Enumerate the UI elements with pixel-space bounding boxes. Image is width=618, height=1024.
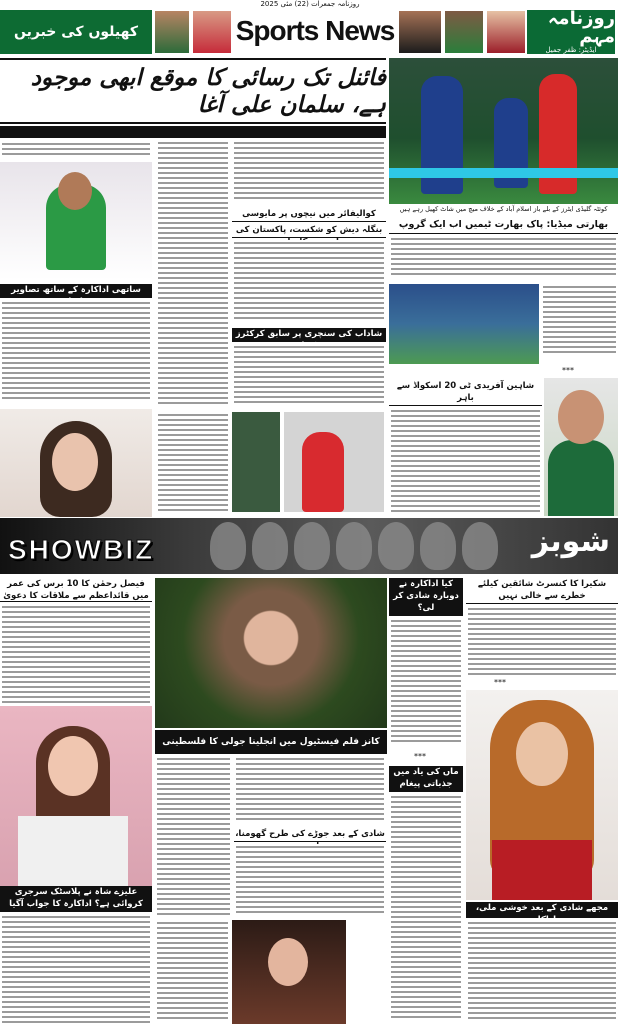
- header-photo-4: [444, 10, 484, 54]
- showbiz-title-urdu: شوبز: [531, 524, 610, 559]
- story-headline: فیصل رحمٰن کا 10 برس کی عمر میں قائداعظم سے ملاقات کا دعویٰ: [0, 578, 152, 602]
- story-headline: شادی کے بعد جوڑے کی طرح گھومنا،: [234, 828, 386, 842]
- story-column-left-mid: [0, 300, 152, 406]
- story-headline: علیزے شاہ نے پلاسٹک سرجری کروائی ہے؟ اداکارہ کا جواب آگیا: [0, 886, 152, 912]
- story-headline: مجھے شادی کے بعد خوشی ملی،: [466, 902, 618, 918]
- header-photo-3: [398, 10, 442, 54]
- shakira-photo: [466, 690, 618, 900]
- story-end-stars: ***: [494, 678, 506, 687]
- story-column-right-low: [389, 408, 542, 516]
- story-column-showbiz-c2: [234, 756, 386, 826]
- story-headline: کیا اداکارہ نے دوبارہ شادی کر لی؟: [389, 578, 463, 616]
- showbiz-title-english: SHOWBIZ: [8, 534, 155, 565]
- subheadline-bar: [0, 126, 386, 138]
- story-column-left-top: [0, 140, 152, 160]
- header-photo-2: [192, 10, 232, 54]
- story-column-center-left-bottom: [156, 412, 230, 516]
- story-column-right-top: [389, 236, 618, 282]
- logo-title: روزنامہ مہم: [547, 8, 615, 47]
- story-headline: شاہین آفریدی ٹی 20 اسکواڈ سے باہر: [389, 380, 542, 406]
- alizeh-shah-photo: [0, 706, 152, 886]
- story-headline: کوالیفائر میں نیچوں پر مایوسی: [232, 208, 386, 222]
- dateline: روزنامہ جمعرات (22) مئی 2025: [260, 0, 360, 8]
- story-headline: شکیرا کا کنسرٹ شائقین کیلئے خطرے سے خالی نہیں: [466, 578, 618, 604]
- cricket-photo: [389, 58, 618, 204]
- story-column-showbiz-c1: [155, 756, 232, 916]
- story-headline: ماں کی یاد میں جذباتی پیغام: [389, 766, 463, 792]
- story-column-showbiz-fr2: [466, 920, 618, 1024]
- actress-photo-1: [0, 409, 152, 517]
- story-column-right-side: [541, 284, 618, 364]
- story-column-center-low: [232, 344, 386, 410]
- story-headline: کانز فلم فیسٹیول میں انجلینا جولی کا فلسطینی: [155, 730, 387, 754]
- story-column-showbiz-c4: [155, 920, 230, 1024]
- story-column-showbiz-left-low: [0, 914, 152, 1024]
- header-photo-1: [154, 10, 190, 54]
- actress-photo-bottom: [232, 920, 346, 1024]
- story-headline: بھارتی میڈیا: پاک بھارت ٹیمیں اب ایک گروپ: [389, 216, 618, 234]
- story-column-center-left: [156, 140, 230, 410]
- lead-headline: فائنل تک رسائی کا موقع ابھی موجود ہے، سلمان علی آغا: [0, 58, 386, 124]
- story-column-showbiz-left: [0, 604, 152, 704]
- story-headline: ساتھی اداکارہ کے ساتھ تصاویر: [0, 284, 152, 298]
- player-press-photo: [0, 162, 152, 280]
- cricketers-photo: [232, 412, 384, 512]
- angelina-photo: [155, 578, 387, 728]
- newspaper-logo: [527, 10, 615, 54]
- masthead: Sports News: [235, 15, 395, 46]
- logo-subtitle: ایڈیٹر: ظفر جمیل: [545, 46, 597, 54]
- story-end-stars: ***: [414, 752, 426, 761]
- umpire-photo: [389, 284, 539, 364]
- story-column-showbiz-r1: [389, 618, 463, 748]
- story-headline: بنگلہ دیش کو شکست، پاکستان کی: [232, 224, 386, 238]
- header-photo-5: [486, 10, 526, 54]
- story-column-showbiz-c3: [234, 844, 386, 918]
- story-column-center-top: [232, 140, 386, 206]
- story-column-center-mid: [232, 240, 386, 326]
- story-column-showbiz-fr1: [466, 606, 618, 678]
- section-label: کھیلوں کی خبریں: [0, 10, 152, 54]
- story-end-stars: ***: [562, 366, 574, 375]
- showbiz-banner: [0, 518, 618, 574]
- story-headline: شاداب کی سنچری پر سابق کرکٹرز: [232, 328, 386, 342]
- shaheen-photo: [544, 378, 618, 516]
- story-column-showbiz-r2: [389, 794, 463, 1024]
- cricket-photo-caption: کوئٹہ گلیڈی ایٹرز کے بلے باز اسلام آباد کے خلاف میچ میں شاٹ کھیل رہے ہیں: [399, 205, 608, 213]
